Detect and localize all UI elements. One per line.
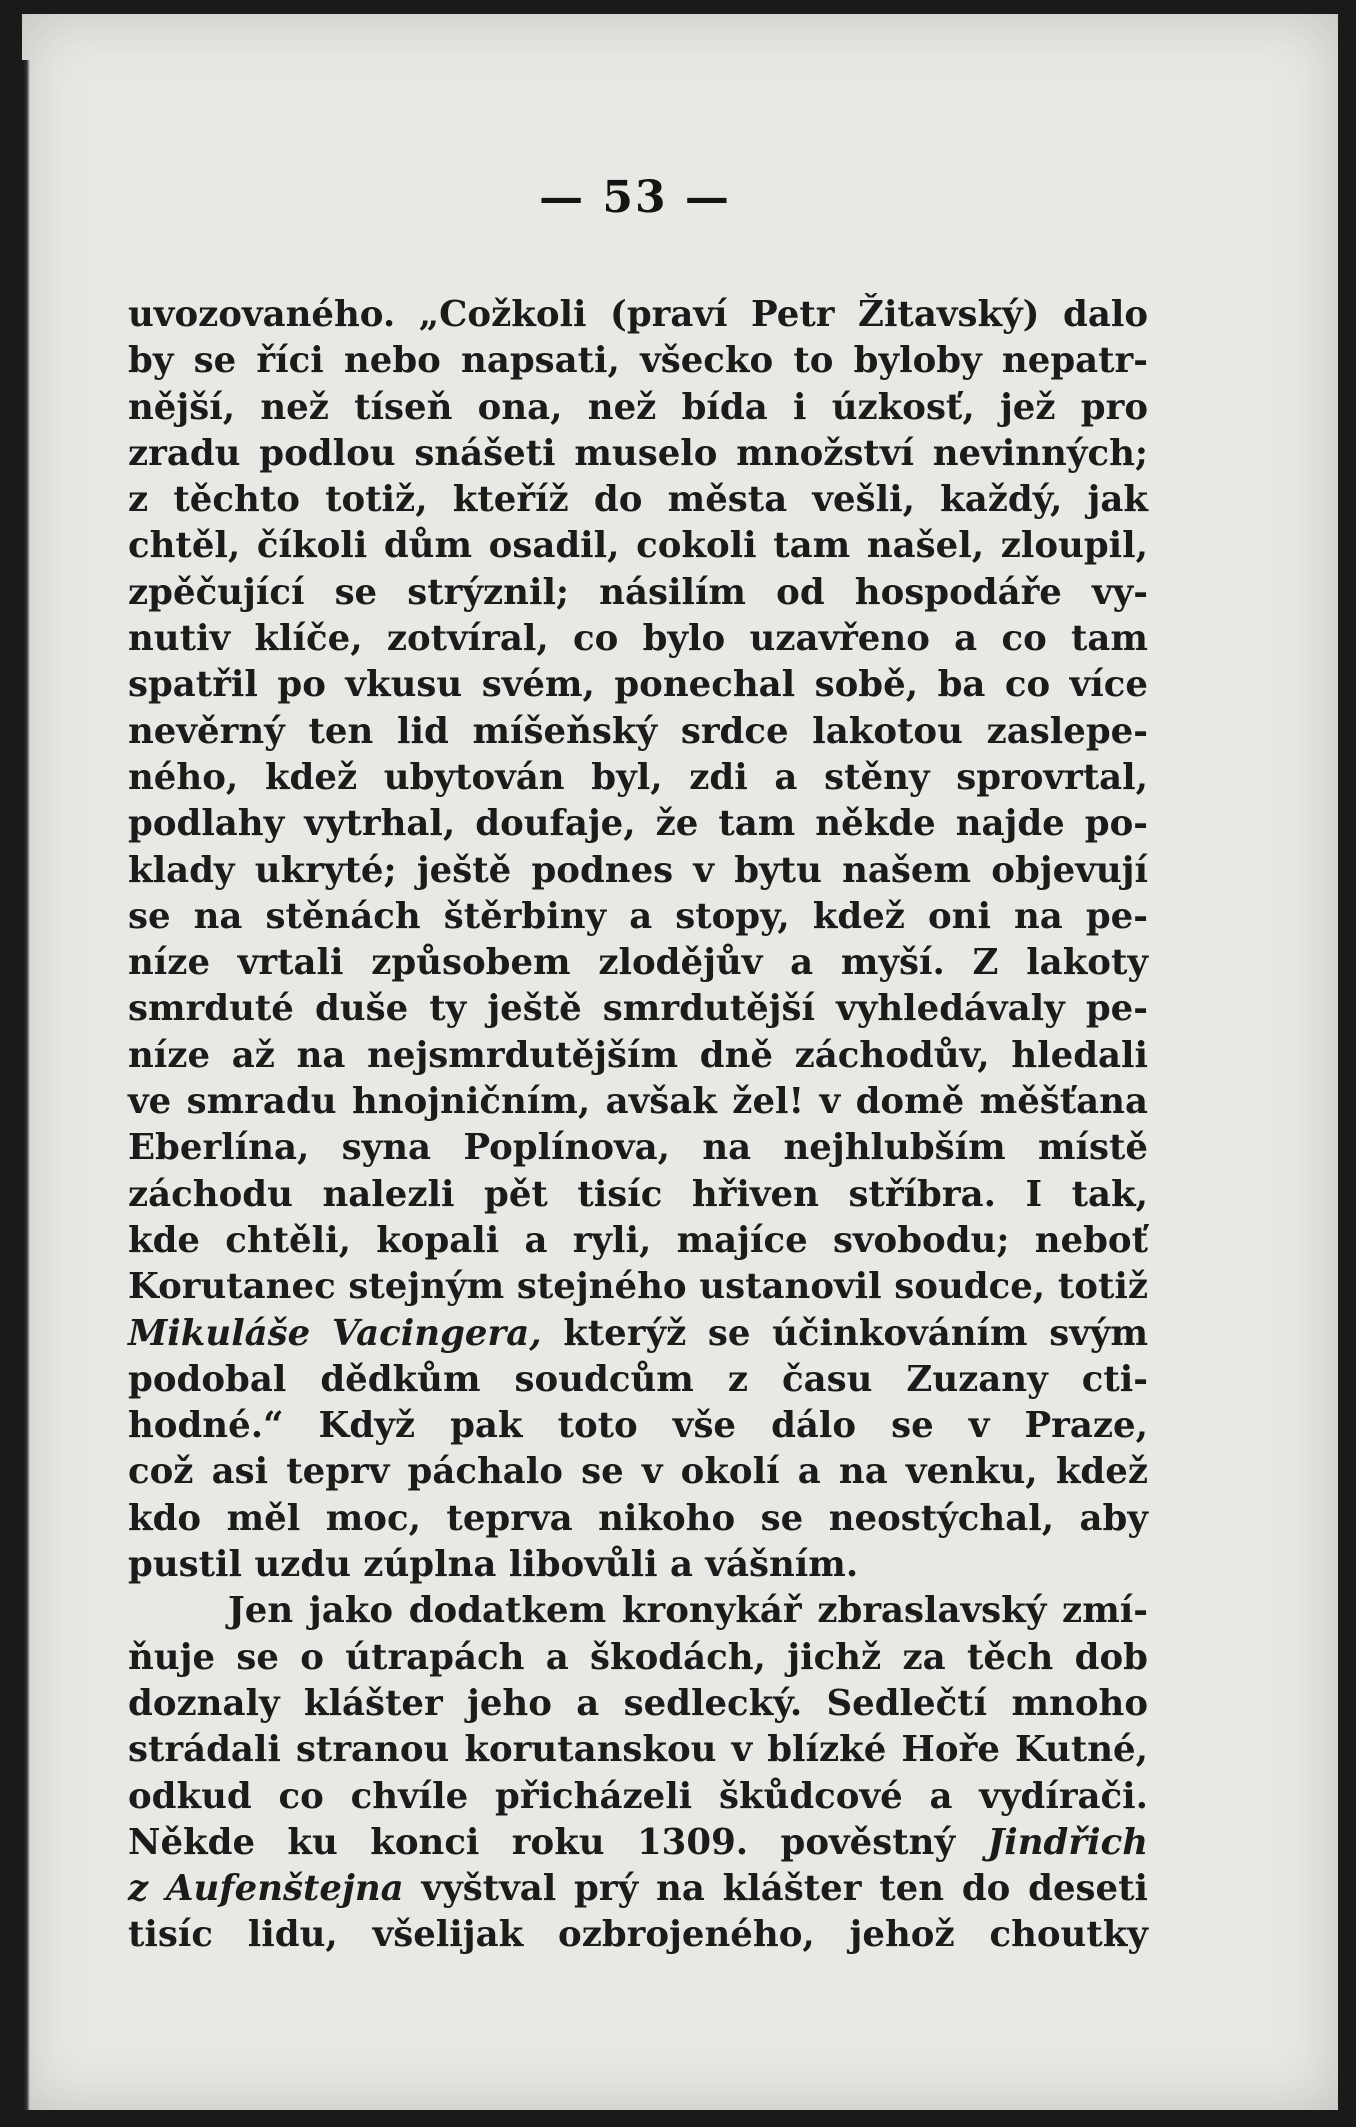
text-line: Někde ku konci roku 1309. pověstný Jindřich [128, 1821, 1148, 1863]
text-line: níze až na nejsmrdutějším dně záchodův, hledali [128, 1034, 1148, 1076]
text-line: ve smradu hnojničním, avšak žel! v domě měšťana [128, 1081, 1148, 1123]
text-line: se na stěnách štěrbiny a stopy, kdež oni na pe- [128, 895, 1148, 937]
page-number: — 53 — [539, 172, 731, 223]
text-line: níze vrtali způsobem zlodějův a myší. Z lakoty [128, 942, 1148, 984]
text-line: Eberlína, syna Poplínova, na nejhlubším místě [128, 1127, 1148, 1169]
text-line: odkud co chvíle přicházeli škůdcové a vydírači. [128, 1775, 1148, 1817]
text-line: hodné.“ Když pak toto vše dálo se v Praze, [128, 1405, 1148, 1447]
text-line: zpěčující se strýznil; násilím od hospodáře vy- [128, 571, 1148, 613]
text-line: Jen jako dodatkem kronykář zbraslavský zmí- [228, 1590, 1148, 1632]
text-line: Mikuláše Vacingera, kterýž se účinkováním svým [128, 1312, 1149, 1354]
text-line: spatřil po vkusu svém, ponechal sobě, ba co více [128, 664, 1148, 706]
text-line: klady ukryté; ještě podnes v bytu našem objevují [128, 849, 1148, 891]
text-line: zradu podlou snášeti muselo množství nevinných; [128, 432, 1148, 474]
text-line: kde chtěli, kopali a ryli, majíce svobodu; neboť [128, 1219, 1148, 1261]
text-line: nější, než tíseň ona, než bída i úzkosť, jež pro [128, 386, 1148, 428]
text-line: záchodu nalezli pět tisíc hřiven stříbra. I tak, [128, 1173, 1148, 1215]
italic-name: Jindřich [987, 1821, 1148, 1863]
text-line: kdo měl moc, teprva nikoho se neostýchal, aby [128, 1497, 1148, 1539]
paragraph-1 [128, 292, 1148, 1588]
text-line: uvozovaného. „Cožkoli (praví Petr Žitavský) dalo [128, 294, 1148, 335]
text-line: pustil uzdu zúplna libovůli a vášním. [128, 1544, 859, 1586]
text-line: ného, kdež ubytován byl, zdi a stěny sprovrtal, [128, 756, 1148, 798]
text-line: což asi teprv páchalo se v okolí a na venku, kdež [128, 1451, 1148, 1493]
text-line: podobal dědkům soudcům z času Zuzany cti- [128, 1358, 1148, 1400]
text-line: z těchto totiž, kteříž do města vešli, každý, jak [128, 479, 1148, 521]
paragraph-2 [128, 1588, 1148, 1958]
text-line: by se říci nebo napsati, všecko to byloby nepatr- [128, 340, 1148, 382]
text-line: doznaly klášter jeho a sedlecký. Sedlečtí mnoho [128, 1682, 1148, 1724]
italic-name: z Aufenštejna [128, 1868, 404, 1910]
italic-name: Mikuláše Vacingera, [128, 1312, 542, 1354]
text-line: smrduté duše ty ještě smrdutější vyhledávaly pe- [128, 988, 1148, 1030]
text-line: z Aufenštejna vyštval prý na klášter ten do deseti [128, 1868, 1149, 1910]
text-line: tisíc lidu, všelijak ozbrojeného, jehož choutky [128, 1914, 1148, 1956]
binding-edge [22, 60, 30, 2110]
text-line: chtěl, číkoli dům osadil, cokoli tam našel, zloupil, [128, 525, 1148, 567]
text-line: ňuje se o útrapách a škodách, jichž za těch dob [128, 1636, 1148, 1678]
text-line: nevěrný ten lid míšeňský srdce lakotou zaslepe- [128, 710, 1148, 752]
body-text [128, 292, 1148, 1959]
text-line: nutiv klíče, zotvíral, co bylo uzavřeno a co tam [128, 618, 1148, 660]
text-line: strádali stranou korutanskou v blízké Hoře Kutné, [128, 1729, 1148, 1771]
text-line: podlahy vytrhal, doufaje, že tam někde najde po- [128, 803, 1148, 845]
text-line: Korutanec stejným stejného ustanovil soudce, totiž [128, 1266, 1148, 1308]
